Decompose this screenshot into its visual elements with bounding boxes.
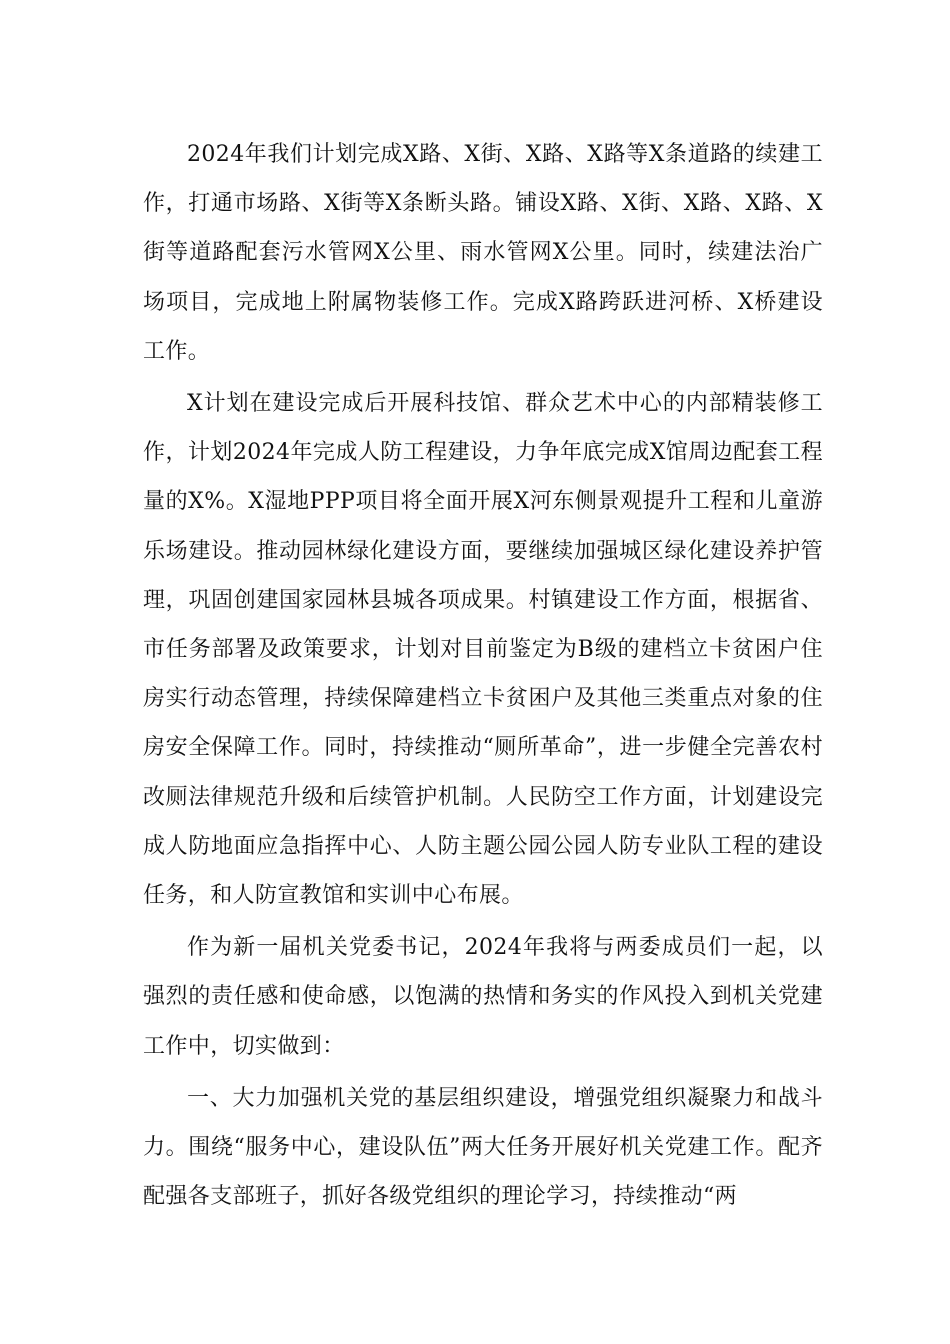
paragraph-construction: X计划在建设完成后开展科技馆、群众艺术中心的内部精装修工作，计划2024年完成人防工程建设，力争年底完成X馆周边配套工程量的X%。X湿地PPP项目将全面开展X河东侧景观提升工程和儿童游乐场建设。推动园林绿化建设方面，要继续加强城区绿化建设养护管理，巩固创建国家园林县城各项成果。村镇建设工作方面，根据省、市任务部署及政策要求，计划对目前鉴定为B级的建档立卡贫困户住房实行动态管理，持续保障建档立卡贫困户及其他三类重点对象的住房安全保障工作。同时，持续推动“厕所革命”，进一步健全完善农村改厕法律规范升级和后续管护机制。人民防空工作方面，计划建设完成人防地面应急指挥中心、人防主题公园公园人防专业队工程的建设任务，和人防宣教馆和实训中心布展。 xyxy=(143,391,823,909)
paragraph-party-secretary: 作为新一届机关党委书记，2024年我将与两委成员们一起，以强烈的责任感和使命感，以饱满的热情和务实的作风投入到机关党建工作中，切实做到： xyxy=(143,935,823,1059)
document-body xyxy=(143,130,823,1224)
paragraph-roads: 2024年我们计划完成X路、X街、X路、X路等X条道路的续建工作，打通市场路、X街等X条断头路。铺设X路、X街、X路、X路、X街等道路配套污水管网X公里、雨水管网X公里。同时，续建法治广场项目，完成地上附属物装修工作。完成X路跨跃进河桥、X桥建设工作。 xyxy=(143,142,823,364)
paragraph-section-one: 一、大力加强机关党的基层组织建设，增强党组织凝聚力和战斗力。围绕“服务中心，建设队伍”两大任务开展好机关党建工作。配齐配强各支部班子，抓好各级党组织的理论学习，持续推动“两 xyxy=(143,1085,823,1210)
